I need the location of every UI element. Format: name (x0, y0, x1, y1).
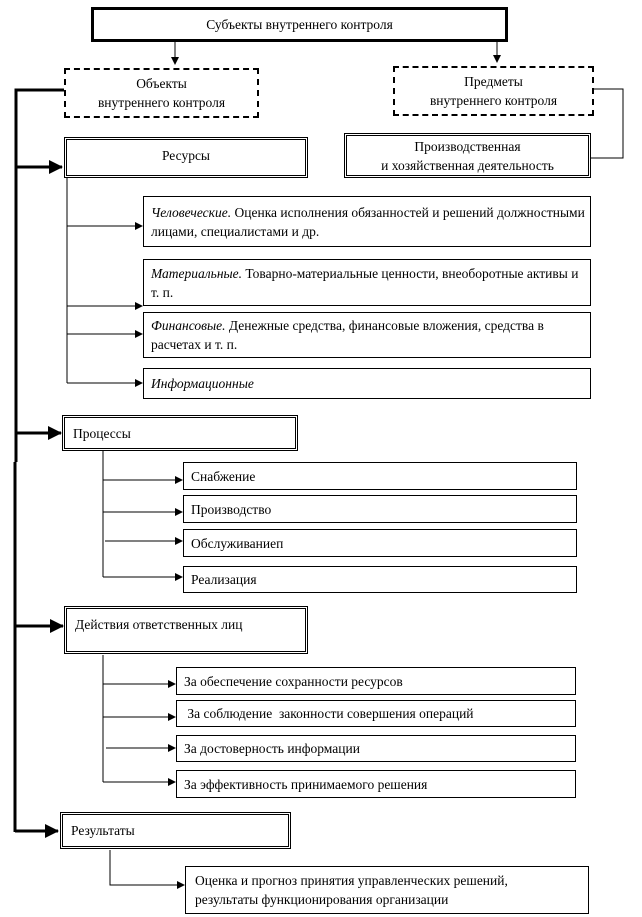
process-item (183, 529, 577, 557)
resource-item-lead: Материальные. (151, 265, 243, 281)
results-box (60, 812, 291, 849)
resource-item-lead: Человеческие. (151, 204, 232, 220)
processes-box (62, 415, 298, 451)
processes-label: Процессы (73, 425, 131, 441)
objects-line2: внутреннего контроля (97, 95, 226, 110)
resource-item-lead: Финансовые. (151, 318, 226, 333)
result-item-line1: Оценка и прогноз принятия управленческих решений, (195, 873, 508, 888)
subjects-of-control-box (91, 7, 508, 42)
process-item-label: Обслуживаниеп (191, 535, 284, 551)
objects-box (64, 68, 259, 118)
arrow-result-1 (110, 850, 184, 885)
resource-item (143, 259, 591, 306)
action-item (176, 667, 576, 695)
process-item-label: Реализация (191, 572, 257, 587)
subjects-line2: внутреннего контроля (429, 93, 558, 108)
subjects-of-control-title: Субъекты внутреннего контроля (206, 17, 393, 32)
result-item (185, 866, 589, 914)
subjects-box (393, 66, 594, 116)
activity-box (344, 133, 591, 178)
resource-item (143, 312, 591, 358)
resource-item-lead: Информационные (151, 376, 254, 391)
subjects-activity-connector (590, 89, 623, 158)
actions-box (64, 606, 308, 654)
resource-item-text: Оценка исполнения обязанностей и решений должностными лицами, специалистами и др. (151, 204, 585, 239)
action-item-label: За обеспечение сохранности ресурсов (184, 673, 403, 689)
resource-item (143, 196, 591, 247)
process-item (183, 462, 577, 490)
resource-item-text: Товарно-материальные ценности, внеоборотные активы и т. п. (151, 265, 579, 300)
process-item-label: Снабжение (191, 468, 256, 484)
action-item (176, 770, 576, 798)
action-item-label: За достоверность информации (184, 741, 360, 756)
resources-label: Ресурсы (161, 148, 211, 163)
resources-box (64, 137, 308, 178)
activity-line2: и хозяйственная деятельность (381, 157, 554, 173)
objects-line1: Объекты (136, 76, 187, 91)
action-item (176, 735, 576, 762)
action-item-label: За эффективность принимаемого решения (184, 776, 428, 792)
result-item-line2: результаты функционирования организации (195, 892, 449, 907)
activity-line1: Производственная (414, 138, 521, 154)
process-item (183, 566, 577, 593)
subjects-line1: Предметы (464, 74, 523, 89)
actions-label: Действия ответственных лиц (75, 617, 243, 632)
process-item (183, 495, 577, 523)
action-item-label: За соблюдение законности совершения операций (184, 706, 474, 721)
process-item-label: Производство (191, 501, 272, 517)
results-label: Результаты (71, 823, 135, 838)
main-spine (16, 90, 64, 462)
resource-item-text: Денежные средства, финансовые вложения, средства в расчетах и т. п. (151, 318, 544, 352)
action-item (176, 700, 576, 727)
resource-item (143, 368, 591, 399)
